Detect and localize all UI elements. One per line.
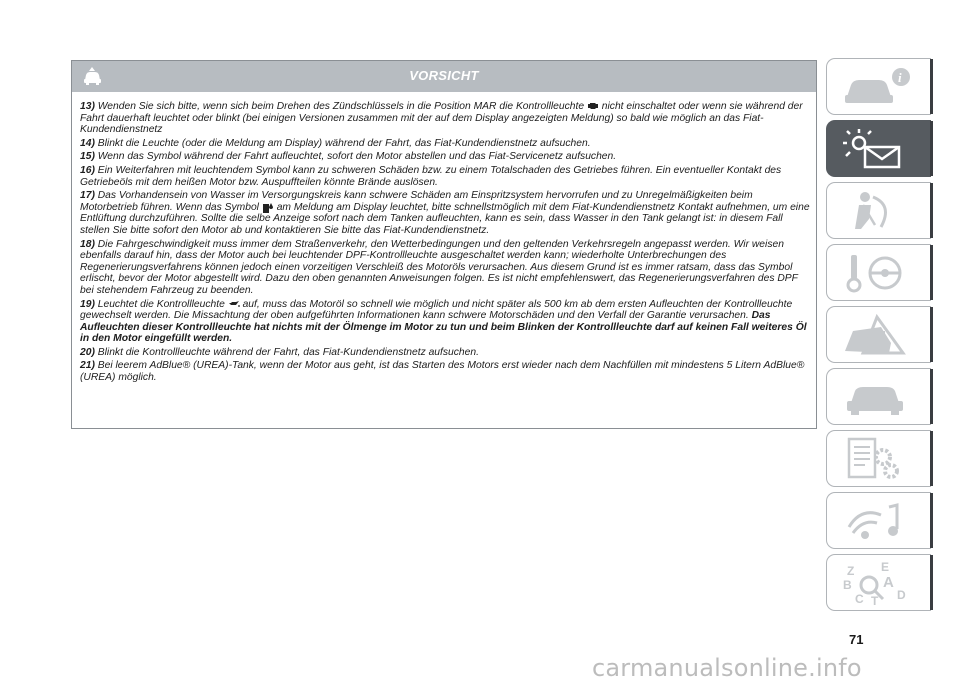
steering-key-icon — [841, 251, 911, 295]
warning-note — [80, 299, 812, 345]
car-info-icon — [841, 65, 911, 109]
warning-box — [71, 60, 817, 429]
note-number: 18) — [80, 238, 98, 250]
index-letters-icon — [841, 561, 911, 605]
warning-note — [80, 190, 812, 236]
note-number: 14) — [80, 137, 98, 149]
sidebar-tab-emergency[interactable] — [826, 306, 931, 363]
index-letter: C — [855, 592, 864, 605]
note-text: Ein Weiterfahren mit leuchtendem Symbol kann zu schweren Schäden bzw. zu einem Totalschaden des Getriebes führen. Ein eventueller Kontakt des Getriebeöls mit dem heißen Motor bzw. Auspuffteilen könnte Brände auslösen. — [80, 164, 782, 188]
warning-note — [80, 347, 812, 359]
index-letter: B — [843, 578, 852, 592]
svg-text:i: i — [898, 70, 902, 85]
tab-accent-bar — [930, 59, 933, 114]
tab-accent-bar — [930, 183, 933, 238]
sidebar-tab-warning-lights[interactable] — [826, 120, 931, 177]
water-in-fuel-icon — [262, 202, 274, 211]
safety-airbag-icon — [841, 189, 911, 233]
warning-note — [80, 101, 812, 136]
watermark: carmanualsonline.info — [592, 654, 862, 682]
note-number: 20) — [80, 346, 98, 358]
note-text: auf, muss das Motoröl so schnell wie möglich und nicht später als 500 km ab dem ersten Aufleuchten der Kontrollleuchte gewechselt werden. Die Missachtung der oben aufgeführten Informationen kann schwere Motorschäden und den Verfall der Garantie verursachen. — [80, 298, 793, 322]
tab-accent-bar — [930, 493, 933, 548]
page-number: 71 — [849, 632, 864, 647]
index-letter: Z — [847, 564, 855, 578]
tab-accent-bar — [930, 121, 933, 176]
sidebar-tab-specs-gears[interactable] — [826, 430, 931, 487]
note-text: Die Fahrgeschwindigkeit muss immer dem Straßenverkehr, den Wetterbedingungen und den geltenden Verkehrsregeln angepasst werden. Wir weisen ebenfalls darauf hin, dass der Motor auch bei leuchtender DPF-Kontrollleuchte ausgeschaltet werden kann; wiederholte Unterbrechungen des Regenerierungsverfahrens können jedoch einen vorzeitigen Verschleiß des Motoröls verursachen. Aus diesem Grund ist es immer ratsam, dass das Symbol erlischt, bevor der Motor abgestellt wird. Dazu den oben genannten Anweisungen folgen. Es ist nicht empfehlenswert, das Regenerierungsverfahren des DPF bei stehendem Fahrzeug zu beenden. — [80, 238, 798, 296]
tab-accent-bar — [930, 307, 933, 362]
note-emphasis: Das Aufleuchten dieser Kontrollleuchte hat nichts mit der Ölmenge im Motor zu tun und beim Blinken der Kontrollleuchte darf auf keinen Fall weiteres Öl in den Motor eingefüllt werden. — [80, 310, 807, 345]
sidebar-tab-safety-airbag[interactable] — [826, 182, 931, 239]
note-text: Wenden Sie sich bitte, wenn sich beim Drehen des Zündschlüssels in die Position MAR die Kontrollleuchte — [97, 101, 587, 112]
index-letter: T — [871, 594, 879, 605]
note-number: 19) — [80, 298, 98, 310]
note-text: am Meldung am Display leuchtet, bitte schnellstmöglich mit dem Fiat-Kundendienstnetz Kontakt aufnehmen, um eine Entlüftung durchzuführen. Sollte die selbe Anzeige sofort nach dem Tanken aufleuchten, kann es sein, dass Wasser in den Tank gelangt ist: in diesem Fall stellen Sie bitte sofort den Motor ab und kontaktieren Sie bitte das Fiat-Kundendienstnetz. — [80, 201, 810, 236]
warning-note — [80, 151, 812, 163]
specs-gears-icon — [841, 437, 911, 481]
index-letter: A — [883, 574, 894, 591]
note-text: Blinkt die Kontrollleuchte während der Fahrt, das Fiat-Kundendienstnetz aufsuchen. — [97, 346, 479, 358]
sidebar-tab-steering-key[interactable] — [826, 244, 931, 301]
tab-accent-bar — [930, 555, 933, 610]
sidebar-tab-car-service[interactable] — [826, 368, 931, 425]
warning-title: VORSICHT — [409, 68, 479, 83]
engine-warning-icon — [587, 101, 599, 110]
note-text: Bei leerem AdBlue® (UREA)-Tank, wenn der Motor aus geht, ist das Starten des Motors erst wieder nach dem Nachfüllen mit mindestens 5 Litern AdBlue® (UREA) möglich. — [80, 360, 805, 384]
note-number: 15) — [80, 151, 98, 163]
note-text: Blinkt die Leuchte (oder die Meldung am Display) während der Fahrt, das Fiat-Kundendienstnetz aufsuchen. — [97, 137, 591, 149]
sidebar-tab-index-letters[interactable] — [826, 554, 931, 611]
emergency-icon — [841, 313, 911, 357]
note-text: Das Vorhandensein von Wasser im Versorgungskreis kann schwere Schäden am Einspritzsystem hervorrufen und zu Unregelmäßigkeiten beim Motorbetrieb führen. Wenn das Symbol — [80, 190, 753, 213]
note-number: 13) — [80, 101, 98, 112]
note-text: Leuchtet die Kontrollleuchte — [97, 298, 228, 310]
note-text: Wenn das Symbol während der Fahrt aufleuchtet, sofort den Motor abstellen und das Fiat-Servicenetz aufsuchen. — [97, 151, 617, 163]
multimedia-icon — [841, 499, 911, 543]
index-letter: D — [897, 588, 906, 602]
warning-note — [80, 138, 812, 150]
index-letter: E — [881, 561, 890, 574]
note-number: 17) — [80, 190, 98, 202]
sidebar-tab-multimedia[interactable] — [826, 492, 931, 549]
warning-lights-icon — [841, 127, 911, 171]
oil-can-icon — [228, 299, 240, 308]
tab-accent-bar — [930, 369, 933, 424]
warning-header — [72, 61, 816, 92]
warning-notes — [80, 101, 812, 386]
note-number: 21) — [80, 360, 98, 372]
warning-note — [80, 239, 812, 297]
sidebar-tab-car-info[interactable] — [826, 58, 931, 115]
note-number: 16) — [80, 164, 98, 176]
tab-accent-bar — [930, 245, 933, 300]
tab-accent-bar — [930, 431, 933, 486]
car-service-icon — [841, 375, 911, 419]
note-text: nicht einschaltet oder wenn sie während der Fahrt dauerhaft leuchtet oder blinkt (bei einigen Versionen zusammen mit der auf dem Display angezeigten Meldung) so bald wie möglich an das Fiat-Kundendienstnetz — [80, 101, 803, 136]
warning-note — [80, 360, 812, 383]
warning-note — [80, 165, 812, 188]
